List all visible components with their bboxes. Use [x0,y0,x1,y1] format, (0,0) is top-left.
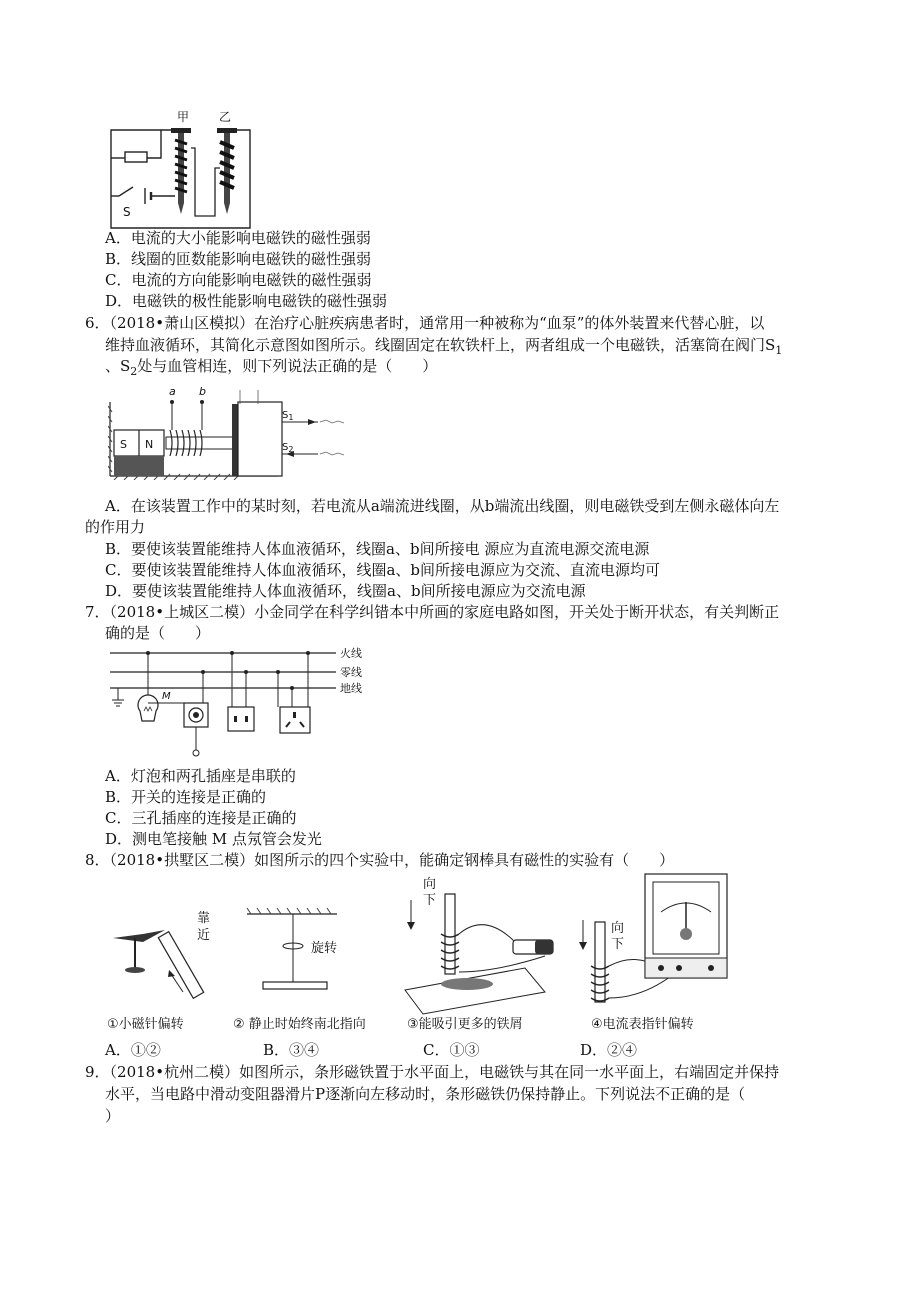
label-ground-wire: 地线 [340,682,362,695]
q6-option-c: C．要使该装置能维持人体血液循环，线圈a、b间所接电源应为交流、直流电源均可 [105,561,661,579]
caption-1: ①小磁针偏转 [107,1017,184,1032]
q7-option-a: A．灯泡和两孔插座是串联的 [105,767,296,785]
label-s1: $S_1$ [282,410,294,422]
q8-figure [105,872,735,1038]
label-down-3a: 向 [423,877,437,892]
caption-3: ③能吸引更多的铁屑 [407,1017,523,1032]
label-neutral-wire: 零线 [340,666,362,679]
q7-stem-line1: 7．（2018•上城区二模）小金同学在科学纠错本中所画的家庭电路如图，开关处于断开状态，有关判断正 [85,603,780,621]
label-a: a [169,385,176,398]
label-m: M [162,691,171,702]
label-rotate: 旋转 [311,941,338,956]
label-n: N [145,438,154,451]
label-yi: 乙 [219,110,232,124]
q6-stem-line2: 维持血液循环，其简化示意图如图所示。线圈固定在软铁杆上，两者组成一个电磁铁，活塞筒在阀门$S_1$ [105,336,783,357]
label-near-2: 近 [197,928,211,943]
label-live-wire: 火线 [340,647,362,660]
label-down-4b: 下 [611,937,625,952]
q6-option-d: D．要使该装置能维持人体血液循环，线圈a、b间所接电源应为交流电源 [105,582,586,600]
q8-option-d: D．②④ [580,1041,638,1059]
q6-stem-line1: 6．（2018•萧山区模拟）在治疗心脏疾病患者时，通常用一种被称为“血泵”的体外装置来代替心脏，以 [85,314,765,332]
q6-option-a: A．在该装置工作中的某时刻，若电流从a端流进线圈，从b端流出线圈，则电磁铁受到左侧永磁体向左 [105,497,780,515]
q7-stem-line2: 确的是（ ） [105,624,211,642]
q6-figure [108,382,350,480]
q8-option-a: A．①② [105,1041,161,1059]
label-s: S [120,438,127,451]
label-down-3b: 下 [423,893,437,908]
label-switch: S [123,205,131,219]
q6-sub1: 1 [775,344,783,357]
q5-option-a: A．电流的大小能影响电磁铁的磁性强弱 [105,229,371,247]
q6-option-b: B．要使该装置能维持人体血液循环，线圈a、b间所接电 源应为直流电源交流电源 [105,540,650,558]
caption-4: ④电流表指针偏转 [591,1017,694,1032]
caption-2: ② 静止时始终南北指向 [233,1017,366,1032]
q6-sub2: 2 [130,365,138,378]
label-s2: $S_2$ [282,442,294,454]
q8-option-c: C．①③ [423,1041,480,1059]
label-b: b [199,385,206,398]
label-jia: 甲 [177,110,190,124]
q5-figure [105,108,255,230]
q9-stem-line3: ） [105,1107,121,1125]
q9-stem-line2: 水平，当电路中滑动变阻器滑片P逐渐向左移动时，条形磁铁仍保持静止。下列说法不正确的是（ [105,1085,746,1103]
q7-option-d: D．测电笔接触 M 点氖管会发光 [105,830,322,848]
q6-option-a-cont: 的作用力 [85,518,146,536]
q8-stem: 8．（2018•拱墅区二模）如图所示的四个实验中，能确定钢棒具有磁性的实验有（ ） [85,851,675,869]
q7-option-c: C．三孔插座的连接是正确的 [105,809,297,827]
q7-option-b: B．开关的连接是正确的 [105,788,267,806]
q5-option-c: C．电流的方向能影响电磁铁的磁性强弱 [105,271,372,289]
q6-stem-line3: 、$S_2$处与血管相连，则下列说法正确的是（ ） [105,357,438,378]
q8-option-b: B．③④ [263,1041,320,1059]
label-near-1: 靠 [197,911,211,926]
q9-stem-line1: 9．（2018•杭州二模）如图所示，条形磁铁置于水平面上，电磁铁与其在同一水平面上，右端固定并保持 [85,1063,780,1081]
q5-option-d: D．电磁铁的极性能影响电磁铁的磁性强弱 [105,292,388,310]
q5-option-b: B．线圈的匝数能影响电磁铁的磁性强弱 [105,250,372,268]
q7-figure [108,645,368,760]
label-down-4a: 向 [611,921,625,936]
